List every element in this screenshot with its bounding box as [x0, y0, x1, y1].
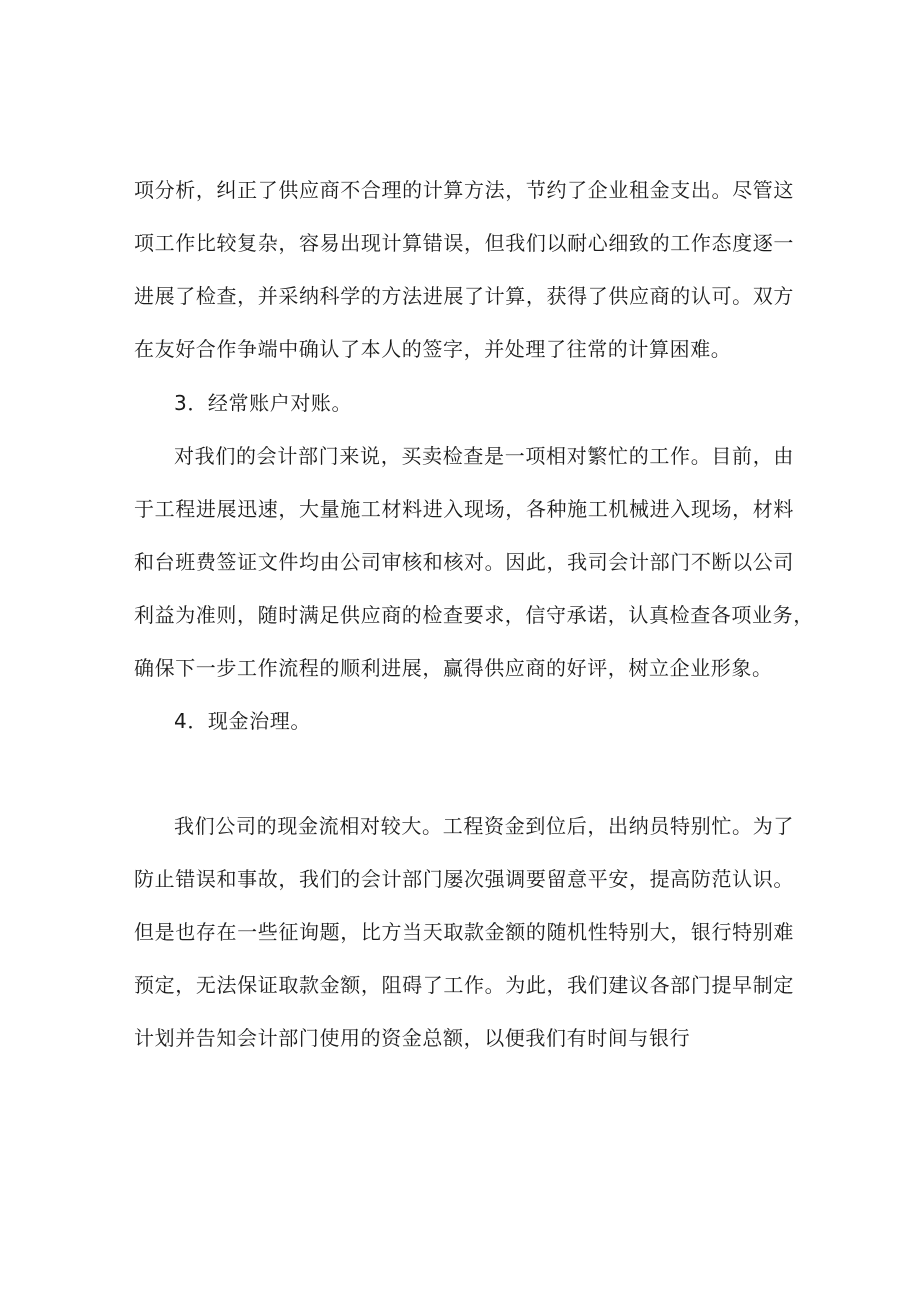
paragraph-2-line-5: 确保下一步工作流程的顺利进展，赢得供应商的好评，树立企业形象。: [134, 656, 773, 680]
section-heading-4: 4．现金治理。: [174, 709, 311, 733]
paragraph-3-line-2: 防止错误和事故，我们的会计部门屡次强调要留意平安，提高防范认识。: [134, 867, 794, 891]
paragraph-2-line-4: 利益为准则，随时满足供应商的检查要求，信守承诺，认真检查各项业务，: [134, 603, 814, 627]
paragraph-1-line-1: 项分析，纠正了供应商不合理的计算方法，节约了企业租金支出。尽管这: [134, 178, 794, 202]
paragraph-3-line-3: 但是也存在一些征询题，比方当天取款金额的随机性特别大，银行特别难: [134, 920, 794, 944]
paragraph-2-line-2: 于工程进展迅速，大量施工材料进入现场，各种施工机械进入现场，材料: [134, 497, 794, 521]
paragraph-3-line-5: 计划并告知会计部门使用的资金总额，以便我们有时间与银行: [134, 1026, 691, 1050]
paragraph-2-line-3: 和台班费签证文件均由公司审核和核对。因此，我司会计部门不断以公司: [134, 550, 794, 574]
paragraph-1-line-3: 进展了检查，并采纳科学的方法进展了计算，获得了供应商的认可。双方: [134, 284, 794, 308]
paragraph-1-line-2: 项工作比较复杂，容易出现计算错误，但我们以耐心细致的工作态度逐一: [134, 231, 794, 255]
paragraph-3-line-4: 预定，无法保证取款金额，阻碍了工作。为此，我们建议各部门提早制定: [134, 973, 794, 997]
paragraph-3-line-1: 我们公司的现金流相对较大。工程资金到位后，出纳员特别忙。为了: [174, 814, 794, 838]
paragraph-1-line-4: 在友好合作争端中确认了本人的签字，并处理了往常的计算困难。: [134, 337, 732, 361]
section-heading-3: 3．经常账户对账。: [174, 391, 353, 415]
paragraph-2-line-1: 对我们的会计部门来说，买卖检查是一项相对繁忙的工作。目前，由: [174, 444, 794, 468]
